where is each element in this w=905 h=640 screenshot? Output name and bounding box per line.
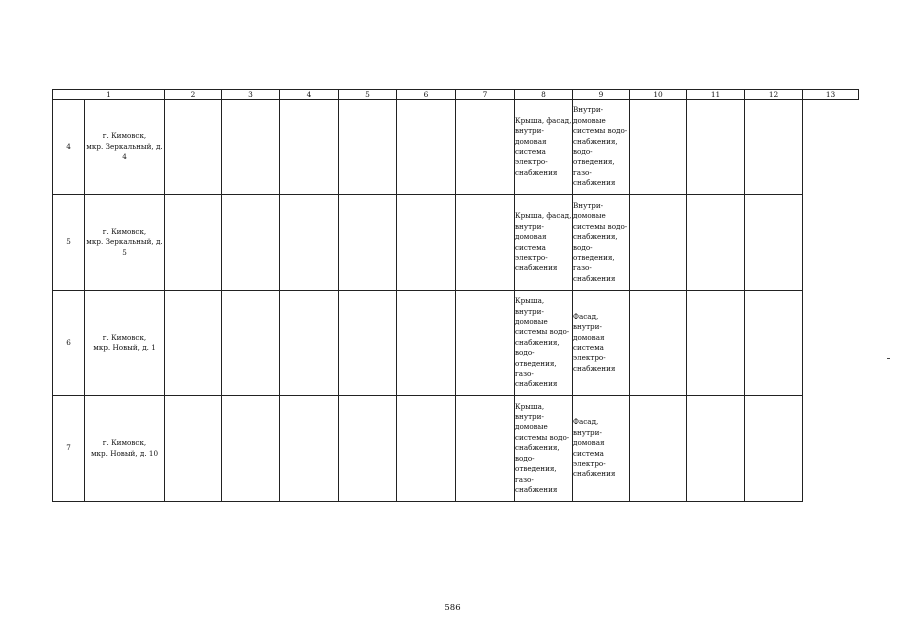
empty-cell: [456, 396, 515, 502]
table-row: [53, 100, 859, 195]
empty-cell: [456, 195, 515, 291]
column-header: 5: [339, 90, 397, 100]
column-header: 11: [687, 90, 745, 100]
empty-cell: [222, 195, 280, 291]
work-type-text: Крыша, внутри- домовые системы водо- снабжения, водо- отведения, газо- снабжения: [515, 296, 570, 389]
row-number-cell: 6: [53, 291, 85, 396]
empty-cell: [630, 291, 687, 396]
empty-cell: [280, 396, 339, 502]
empty-cell: [339, 396, 397, 502]
work-type-text: Крыша, фасад, внутри- домовая система электро- снабжения: [515, 115, 572, 177]
page-number: 586: [444, 603, 461, 613]
column-header: 12: [745, 90, 803, 100]
work-type-cell-col10: [573, 291, 630, 396]
empty-cell: [339, 100, 397, 195]
work-type-cell-col10: [573, 396, 630, 502]
empty-cell: [165, 195, 222, 291]
empty-cell: [397, 291, 456, 396]
empty-cell: [745, 195, 803, 291]
address-text: г. Кимовск, мкр. Зеркальный, д. 4: [86, 131, 163, 162]
column-header: 6: [397, 90, 456, 100]
column-header: 4: [280, 90, 339, 100]
table-row: [53, 195, 859, 291]
empty-cell: [165, 396, 222, 502]
empty-cell: [339, 291, 397, 396]
work-type-cell-col10: [573, 195, 630, 291]
empty-cell: [630, 396, 687, 502]
empty-cell: [630, 100, 687, 195]
works-table: [52, 89, 859, 502]
empty-cell: [745, 396, 803, 502]
address-cell: [85, 100, 165, 195]
empty-cell: [165, 291, 222, 396]
table-header-row: [53, 90, 859, 100]
row-number-cell: 4: [53, 100, 85, 195]
empty-cell: [687, 100, 745, 195]
column-header: 1: [53, 90, 165, 100]
work-type-cell-col9: [515, 100, 573, 195]
empty-cell: [630, 195, 687, 291]
scan-mark: [887, 358, 890, 359]
work-type-cell-col9: [515, 396, 573, 502]
address-text: г. Кимовск, мкр. Новый, д. 1: [93, 332, 156, 352]
column-header: 8: [515, 90, 573, 100]
address-cell: [85, 291, 165, 396]
empty-cell: [397, 195, 456, 291]
column-header: 10: [630, 90, 687, 100]
empty-cell: [456, 291, 515, 396]
column-header: 9: [573, 90, 630, 100]
work-type-text: Фасад, внутри- домовая система электро- снабжения: [573, 311, 616, 373]
empty-cell: [745, 100, 803, 195]
empty-cell: [280, 100, 339, 195]
column-header: 13: [803, 90, 859, 100]
empty-cell: [745, 291, 803, 396]
empty-cell: [397, 100, 456, 195]
empty-cell: [687, 291, 745, 396]
empty-cell: [165, 100, 222, 195]
address-text: г. Кимовск, мкр. Новый, д. 10: [90, 438, 159, 458]
table-row: [53, 291, 859, 396]
work-type-cell-col9: [515, 195, 573, 291]
empty-cell: [456, 100, 515, 195]
address-cell: [85, 396, 165, 502]
work-type-text: Крыша, внутри- домовые системы водо- снабжения, водо- отведения, газо- снабжения: [515, 401, 570, 494]
empty-cell: [339, 195, 397, 291]
row-number-cell: 7: [53, 396, 85, 502]
work-type-cell-col10: [573, 100, 630, 195]
column-header: 7: [456, 90, 515, 100]
row-number-cell: 5: [53, 195, 85, 291]
column-header: 2: [165, 90, 222, 100]
empty-cell: [222, 291, 280, 396]
address-cell: [85, 195, 165, 291]
work-type-text: Фасад, внутри- домовая система электро- снабжения: [573, 417, 616, 479]
empty-cell: [280, 195, 339, 291]
empty-cell: [280, 291, 339, 396]
column-header: 3: [222, 90, 280, 100]
empty-cell: [222, 100, 280, 195]
work-type-cell-col9: [515, 291, 573, 396]
empty-cell: [687, 195, 745, 291]
table-row: [53, 396, 859, 502]
address-text: г. Кимовск, мкр. Зеркальный, д. 5: [86, 226, 163, 257]
work-type-text: Крыша, фасад, внутри- домовая система электро- снабжения: [515, 211, 572, 273]
work-type-text: Внутри- домовые системы водо- снабжения, водо- отведения, газо- снабжения: [573, 200, 628, 283]
empty-cell: [687, 396, 745, 502]
work-type-text: Внутри- домовые системы водо- снабжения, водо- отведения, газо- снабжения: [573, 105, 628, 188]
empty-cell: [222, 396, 280, 502]
empty-cell: [397, 396, 456, 502]
